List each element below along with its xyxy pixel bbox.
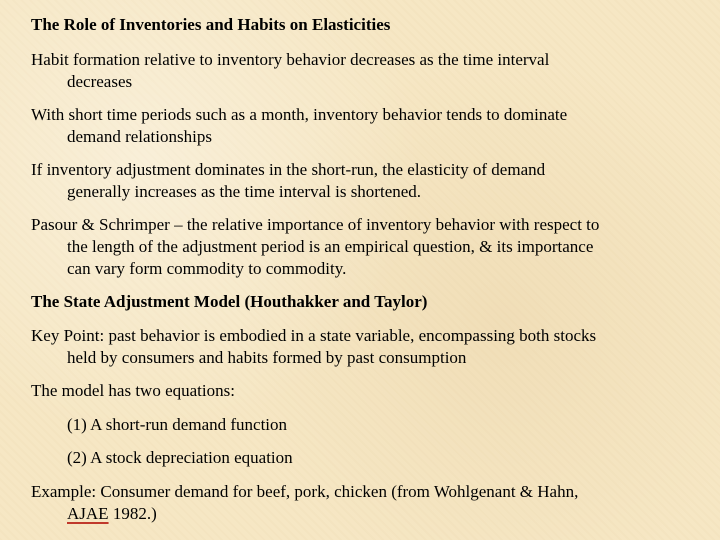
paragraph-short-time-line1: With short time periods such as a month, inventory behavior tends to dominate: [31, 105, 568, 124]
equation-1: (1) A short-run demand function: [67, 415, 288, 434]
paragraph-habit-line1: Habit formation relative to inventory behavior decreases as the time interval: [31, 50, 550, 69]
paragraph-inventory-line1: If inventory adjustment dominates in the short-run, the elasticity of demand: [31, 160, 546, 179]
journal-year: 1982.): [108, 504, 157, 523]
paragraph-inventory-line2: generally increases as the time interval is shortened.: [67, 182, 422, 201]
paragraph-model-equations: The model has two equations:: [31, 381, 235, 400]
paragraph-key-point-line2: held by consumers and habits formed by past consumption: [67, 348, 467, 367]
equation-2: (2) A stock depreciation equation: [67, 448, 293, 467]
paragraph-example-line2: [67, 503, 157, 525]
journal-name: AJAE: [67, 504, 109, 523]
slide-title: The Role of Inventories and Habits on Elasticities: [31, 15, 391, 34]
paragraph-habit-line2: decreases: [67, 72, 133, 91]
paragraph-example-line1: Example: Consumer demand for beef, pork, chicken (from Wohlgenant & Hahn,: [31, 482, 579, 501]
paragraph-pasour-line2: the length of the adjustment period is an empirical question, & its importance: [67, 237, 594, 256]
paragraph-pasour-line1: Pasour & Schrimper – the relative importance of inventory behavior with respect to: [31, 215, 600, 234]
paragraph-short-time-line2: demand relationships: [67, 127, 212, 146]
paragraph-pasour-line3: can vary form commodity to commodity.: [67, 259, 347, 278]
section-heading: The State Adjustment Model (Houthakker and Taylor): [31, 292, 428, 311]
paragraph-key-point-line1: Key Point: past behavior is embodied in a state variable, encompassing both stocks: [31, 326, 597, 345]
